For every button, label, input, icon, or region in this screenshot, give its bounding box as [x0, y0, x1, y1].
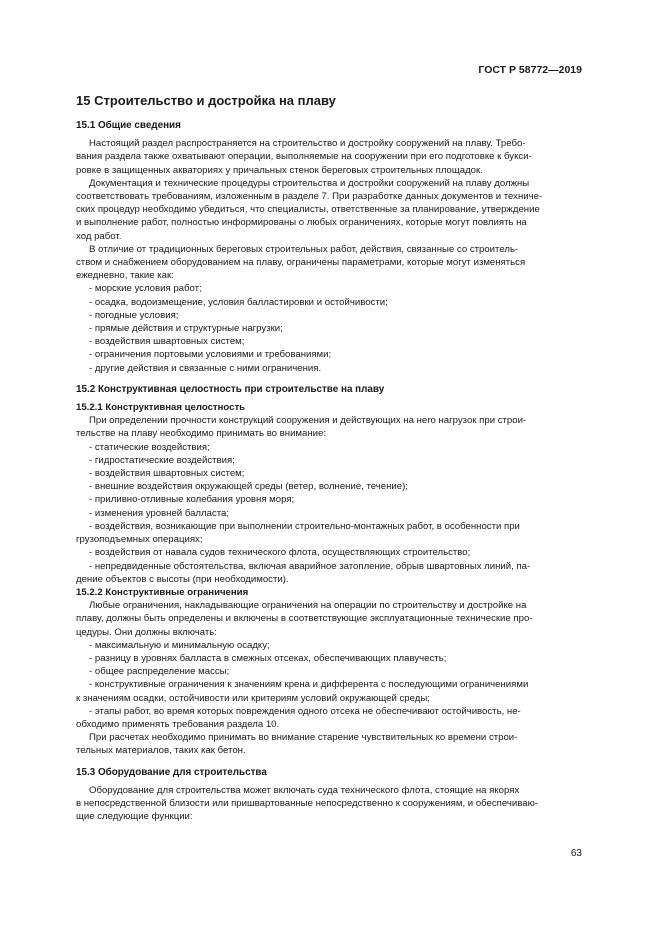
subsection-15-2-1-title: 15.2.1 Конструктивная целостность: [76, 402, 246, 414]
text-line: щие следующие функции:: [76, 811, 193, 823]
text-line: Настоящий раздел распространяется на строительство и достройку сооружений на плаву. Требо-: [89, 138, 526, 150]
text-line: обходимо применять требования раздела 10.: [76, 718, 280, 730]
text-line: тельных материалов, таких как бетон.: [76, 745, 246, 757]
subsection-15-3-title: 15.3 Оборудование для строительства: [76, 766, 267, 778]
text-line: тельстве на плаву необходимо принимать во внимание:: [76, 428, 327, 440]
text-line: Любые ограничения, накладывающие ограничения на операции по строительству и достройке на: [89, 600, 527, 612]
text-line: цедуры. Они должны включать:: [76, 626, 217, 638]
subsection-15-2-title: 15.2 Конструктивная целостность при строительстве на плаву: [76, 383, 385, 395]
text-line: - приливно-отливные колебания уровня моря;: [89, 494, 295, 506]
text-line: - статические воздействия;: [89, 441, 210, 453]
text-line: - морские условия работ;: [89, 283, 202, 295]
text-line: - общее распределение массы;: [89, 666, 230, 678]
text-line: - разницу в уровнях балласта в смежных отсеках, обеспечивающих плавучесть;: [89, 652, 447, 664]
text-line: и выполнение работ, полностью информированы о любых ограничениях, которые могут повлиять на: [76, 217, 527, 229]
text-line: к значениям осадки, остойчивости или критериям условий окружающей среды;: [76, 692, 430, 704]
text-line: в непосредственной близости или пришвартованные непосредственно к сооружениям, и обеспечиваю-: [76, 797, 538, 809]
text-line: - внешние воздействия окружающей среды (ветер, волнение, течение);: [89, 481, 408, 493]
text-line: - другие действия и связанные с ними ограничения.: [89, 362, 322, 374]
text-line: - осадка, водоизмещение, условия балластировки и остойчивости;: [89, 296, 388, 308]
para-15-1-2: [76, 177, 582, 243]
text-line: Оборудование для строительства может включать суда технического флота, стоящие на якорях: [89, 784, 520, 796]
text-line: - максимальную и минимальную осадку;: [89, 639, 270, 651]
page-number: 63: [570, 848, 582, 859]
para-15-2-2-b: [76, 731, 582, 757]
text-line: При определении прочности конструкций сооружения и действующих на него нагрузок при строи-: [89, 415, 527, 427]
text-line: - непредвиденные обстоятельства, включая аварийное затопление, обрыв швартовных линий, па-: [89, 560, 531, 572]
para-15-1-1: [76, 137, 582, 177]
text-line: ежедневно, такие как:: [76, 270, 174, 282]
text-line: - конструктивные ограничения к значениям крена и дифферента с последующими ограничениями: [89, 679, 529, 691]
text-line: - воздействия швартовных систем;: [89, 336, 245, 348]
para-15-1-3: [76, 243, 582, 283]
subsection-15-1-title: 15.1 Общие сведения: [76, 120, 181, 131]
text-line: плаву, должны быть определены и включены в соответствующие эксплуатационные технические про-: [76, 613, 533, 625]
standard-designation: ГОСТ Р 58772—2019: [478, 64, 582, 76]
document-body: [76, 119, 582, 823]
text-line: - воздействия, возникающие при выполнении строительно-монтажных работ, в особенности при: [89, 520, 520, 532]
text-line: ровке в защищенных акваториях у причальных стенок береговых строительных площадок.: [76, 164, 483, 176]
list-15-2-2: [76, 639, 582, 731]
text-line: - прямые действия и структурные нагрузки;: [89, 323, 283, 335]
para-15-2-2: [76, 599, 582, 639]
subsection-15-2-2-title: 15.2.2 Конструктивные ограничения: [76, 586, 249, 598]
text-line: - воздействия швартовных систем;: [89, 468, 245, 480]
text-line: При расчетах необходимо принимать во внимание старение чувствительных ко времени строи-: [89, 732, 518, 744]
text-line: - изменения уровней балласта;: [89, 507, 230, 519]
text-line: грузоподъемных операциях;: [76, 534, 203, 546]
text-line: В отличие от традиционных береговых строительных работ, действия, связанные со строитель-: [89, 243, 519, 255]
text-line: ских процедур необходимо убедиться, что специалисты, ответственные за планирование, утверждение: [76, 204, 540, 216]
text-line: - гидростатические воздействия;: [89, 454, 235, 466]
para-15-3-1: [76, 784, 582, 824]
para-15-2-1: [76, 414, 582, 440]
text-line: Документация и технические процедуры строительства и достройки сооружений на плаву должны: [89, 177, 530, 189]
list-15-2-1: [76, 441, 582, 586]
text-line: - воздействия от навала судов технического флота, осуществляющих строительство;: [89, 547, 471, 559]
list-15-1: [76, 282, 582, 374]
text-line: - этапы работ, во время которых повреждения одного отсека не обеспечивают остойчивость, не-: [89, 705, 521, 717]
text-line: ством и снабжением оборудованием на плаву, ограничены параметрами, которые могут изменяться: [76, 257, 526, 269]
text-line: вания раздела также охватывают операции, выполняемые на сооружении при его подготовке к букси-: [76, 151, 532, 163]
text-line: дение объектов с высоты (при необходимости).: [76, 573, 289, 585]
text-line: - погодные условия;: [89, 309, 179, 321]
text-line: ход работ.: [76, 230, 122, 242]
section-title: 15 Строительство и достройка на плаву: [76, 93, 336, 108]
text-line: соответствовать требованиям, изложенным в разделе 7. При разработке данных документов и техниче-: [76, 191, 543, 203]
text-line: - ограничения портовыми условиями и требованиями;: [89, 349, 332, 361]
